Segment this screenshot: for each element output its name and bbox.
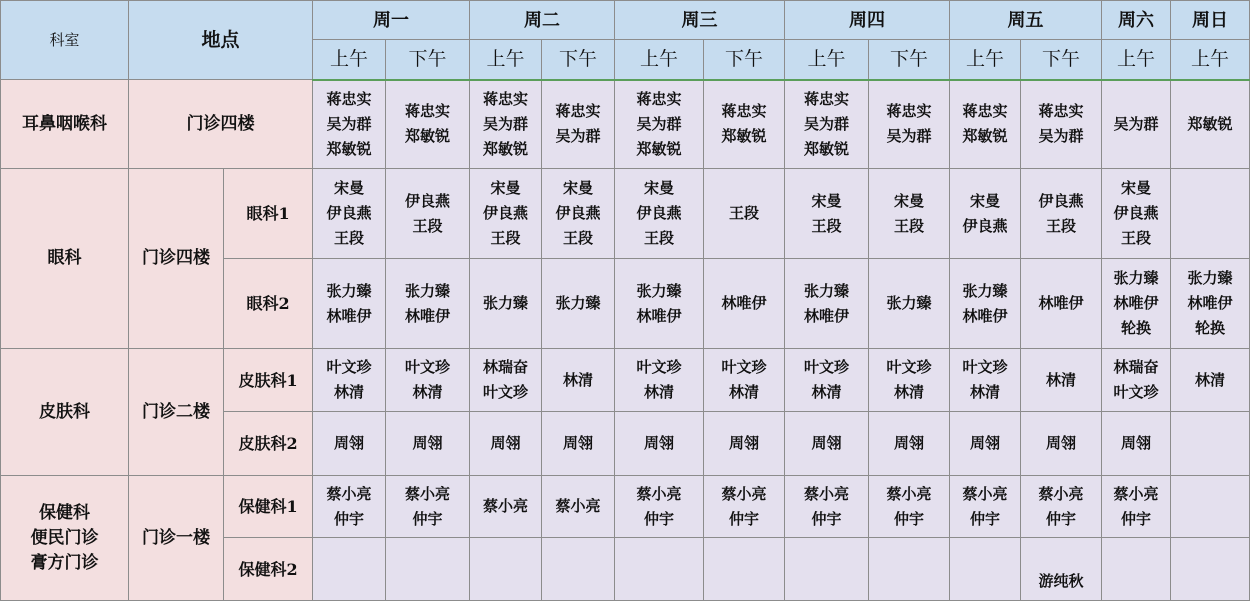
schedule-cell	[1021, 476, 1102, 538]
schedule-cell	[785, 169, 869, 259]
doctor-name: 叶文珍	[886, 358, 932, 376]
doctor-name: 张力臻	[483, 294, 529, 312]
row-health-1	[1, 476, 1250, 538]
schedule-cell	[1171, 259, 1250, 349]
schedule-cell	[313, 538, 386, 601]
doctor-name: 林清	[811, 383, 842, 401]
doctor-name: 伊良燕	[1113, 204, 1159, 222]
doctor-name: 王段	[563, 229, 594, 247]
doctor-name: 周翎	[644, 434, 675, 452]
schedule-cell	[704, 259, 785, 349]
location-health: 门诊一楼	[129, 476, 224, 601]
doctor-name: 伊良燕	[483, 204, 529, 222]
doctor-name: 张力臻	[804, 281, 850, 300]
doctor-name: 周翎	[894, 434, 925, 452]
day-header-sat: 周六	[1102, 1, 1171, 40]
doctor-name: 蔡小亮	[1113, 484, 1159, 503]
period-header-am: 上午	[1171, 40, 1250, 80]
schedule-cell	[470, 259, 542, 349]
schedule-cell	[704, 412, 785, 476]
schedule-cell	[869, 259, 950, 349]
schedule-cell	[869, 349, 950, 412]
doctor-name: 林清	[1046, 370, 1077, 389]
doctor-name: 蒋忠实	[483, 89, 529, 108]
doctor-name: 郑敏锐	[405, 127, 451, 146]
doctor-name: 周翎	[811, 434, 842, 452]
doctor-name: 宋曼	[563, 179, 594, 197]
schedule-cell	[386, 412, 470, 476]
schedule-cell	[542, 169, 615, 259]
doctor-name: 张力臻	[1187, 269, 1233, 287]
doctor-name: 林唯伊	[962, 306, 1008, 325]
schedule-cell	[869, 80, 950, 169]
schedule-cell	[542, 259, 615, 349]
schedule-cell	[785, 538, 869, 601]
doctor-name: 林唯伊	[721, 294, 767, 312]
doctor-name: 叶文珍	[1113, 383, 1159, 401]
schedule-cell	[313, 259, 386, 349]
schedule-cell	[542, 476, 615, 538]
doctor-name: 王段	[1121, 229, 1152, 247]
doctor-name: 蔡小亮	[804, 484, 850, 503]
doctor-name: 郑敏锐	[721, 127, 767, 146]
doctor-name: 宋曼	[1121, 179, 1152, 197]
doctor-name: 叶文珍	[721, 358, 767, 376]
doctor-name: 伊良燕	[636, 204, 682, 222]
doctor-name: 林清	[334, 383, 365, 401]
subdept-health-1: 保健科1	[224, 476, 313, 538]
schedule-cell	[470, 538, 542, 601]
schedule-cell	[950, 538, 1021, 601]
schedule-cell	[470, 349, 542, 412]
schedule-cell	[542, 538, 615, 601]
doctor-name: 蒋忠实	[1038, 102, 1084, 121]
doctor-name: 林清	[412, 383, 443, 401]
day-header-tue: 周二	[470, 1, 615, 40]
doctor-name: 蔡小亮	[721, 484, 767, 503]
period-header-pm: 下午	[542, 40, 615, 80]
day-header-mon: 周一	[313, 1, 470, 40]
schedule-cell	[704, 80, 785, 169]
schedule-cell	[313, 412, 386, 476]
schedule-cell	[785, 259, 869, 349]
schedule-cell	[950, 412, 1021, 476]
doctor-name: 郑敏锐	[804, 139, 850, 158]
schedule-cell	[950, 349, 1021, 412]
doctor-name: 周翎	[729, 434, 760, 452]
dept-health-line: 便民门诊	[30, 527, 99, 548]
doctor-name: 张力臻	[555, 294, 601, 312]
doctor-name: 蒋忠实	[636, 89, 682, 108]
location-ent: 门诊四楼	[129, 80, 313, 169]
doctor-name: 叶文珍	[804, 358, 850, 376]
doctor-name: 仲宇	[644, 509, 675, 528]
schedule-cell	[470, 169, 542, 259]
doctor-name: 王段	[412, 216, 443, 235]
schedule-cell	[1171, 412, 1250, 476]
row-derm-1	[1, 349, 1250, 412]
doctor-name: 张力臻	[326, 281, 372, 300]
doctor-name: 仲宇	[1121, 509, 1152, 528]
dept-derm: 皮肤科	[1, 349, 129, 476]
doctor-name: 仲宇	[729, 509, 760, 528]
schedule-cell	[1021, 538, 1102, 601]
doctor-name: 吴为群	[804, 114, 850, 133]
doctor-name: 郑敏锐	[483, 139, 529, 158]
row-ent	[1, 80, 1250, 169]
doctor-name: 宋曼	[490, 179, 521, 197]
doctor-name: 叶文珍	[483, 383, 529, 401]
doctor-name: 仲宇	[1046, 509, 1077, 528]
dept-health-line: 膏方门诊	[30, 552, 99, 573]
schedule-cell	[1021, 412, 1102, 476]
doctor-name: 伊良燕	[1038, 191, 1084, 210]
doctor-name: 叶文珍	[636, 358, 682, 376]
header-row-days	[1, 1, 1250, 40]
schedule-cell	[1021, 169, 1102, 259]
doctor-name: 仲宇	[811, 509, 842, 528]
doctor-name: 蒋忠实	[405, 102, 451, 121]
schedule-cell	[386, 476, 470, 538]
doctor-name: 林唯伊	[405, 306, 451, 325]
doctor-name: 周翎	[563, 434, 594, 452]
doctor-name: 蒋忠实	[962, 102, 1008, 121]
schedule-cell	[386, 80, 470, 169]
doctor-name: 吴为群	[886, 127, 932, 146]
doctor-name: 林清	[644, 383, 675, 401]
schedule-cell	[869, 476, 950, 538]
doctor-name: 林瑞奋	[1113, 358, 1159, 376]
schedule-cell	[1102, 259, 1171, 349]
schedule-cell	[950, 169, 1021, 259]
period-header-pm: 下午	[869, 40, 950, 80]
schedule-cell	[386, 349, 470, 412]
schedule-cell	[313, 80, 386, 169]
subdept-derm-2: 皮肤科2	[224, 412, 313, 476]
doctor-name: 蔡小亮	[962, 484, 1008, 503]
doctor-name: 宋曼	[334, 179, 365, 197]
doctor-name: 周翎	[1121, 434, 1152, 452]
dept-health-line: 保健科	[39, 502, 90, 523]
doctor-name: 游纯秋	[1038, 572, 1084, 590]
doctor-name: 蒋忠实	[721, 102, 767, 121]
doctor-name: 吴为群	[1038, 127, 1084, 146]
doctor-name: 王段	[644, 229, 675, 247]
schedule-cell	[869, 169, 950, 259]
doctor-name: 林唯伊	[1113, 294, 1159, 312]
schedule-cell	[1021, 349, 1102, 412]
doctor-name: 叶文珍	[962, 358, 1008, 376]
doctor-name: 王段	[334, 229, 365, 247]
schedule-cell	[785, 349, 869, 412]
schedule-cell	[1102, 169, 1171, 259]
schedule-cell	[1021, 259, 1102, 349]
schedule-cell	[1102, 476, 1171, 538]
schedule-cell	[386, 259, 470, 349]
doctor-name: 王段	[729, 204, 760, 222]
schedule-cell	[615, 538, 704, 601]
doctor-name: 周翎	[334, 434, 365, 452]
doctor-name: 林清	[563, 370, 594, 389]
doctor-name: 伊良燕	[555, 204, 601, 222]
doctor-name: 郑敏锐	[326, 139, 372, 158]
schedule-cell	[1171, 349, 1250, 412]
schedule-cell	[470, 80, 542, 169]
schedule-cell	[313, 476, 386, 538]
schedule-cell	[470, 412, 542, 476]
schedule-cell	[704, 169, 785, 259]
dept-column-header: 科室	[1, 1, 129, 80]
doctor-name: 张力臻	[1113, 269, 1159, 287]
schedule-cell	[1021, 80, 1102, 169]
doctor-name: 吴为群	[636, 114, 682, 133]
schedule-cell	[704, 349, 785, 412]
doctor-name: 王段	[894, 216, 925, 235]
doctor-name: 张力臻	[886, 294, 932, 312]
location-column-header: 地点	[129, 1, 313, 80]
schedule-cell	[869, 412, 950, 476]
schedule-cell	[313, 169, 386, 259]
schedule-cell	[950, 259, 1021, 349]
schedule-cell	[615, 259, 704, 349]
doctor-name: 王段	[811, 216, 842, 235]
schedule-cell	[542, 80, 615, 169]
doctor-name: 宋曼	[894, 191, 925, 210]
doctor-name: 周翎	[412, 434, 443, 452]
doctor-name: 叶文珍	[326, 358, 372, 376]
schedule-cell	[386, 169, 470, 259]
subdept-eye-2: 眼科2	[224, 259, 313, 349]
doctor-name: 蔡小亮	[326, 484, 372, 503]
schedule-cell	[1102, 412, 1171, 476]
location-eye: 门诊四楼	[129, 169, 224, 349]
doctor-name: 仲宇	[970, 509, 1001, 528]
schedule-cell	[615, 169, 704, 259]
schedule-cell	[542, 412, 615, 476]
schedule-cell	[704, 476, 785, 538]
doctor-name: 王段	[1046, 216, 1077, 235]
schedule-cell	[470, 476, 542, 538]
doctor-name: 伊良燕	[405, 191, 451, 210]
schedule-cell	[785, 476, 869, 538]
period-header-pm: 下午	[386, 40, 470, 80]
doctor-name: 周翎	[1046, 434, 1077, 452]
doctor-name: 林清	[729, 383, 760, 401]
location-derm: 门诊二楼	[129, 349, 224, 476]
doctor-name: 轮换	[1195, 319, 1226, 337]
doctor-name: 林清	[894, 383, 925, 401]
doctor-name: 郑敏锐	[1187, 114, 1233, 133]
doctor-name: 林唯伊	[804, 306, 850, 325]
subdept-derm-1: 皮肤科1	[224, 349, 313, 412]
period-header-am: 上午	[615, 40, 704, 80]
doctor-name: 蔡小亮	[886, 484, 932, 503]
doctor-name: 林唯伊	[1038, 294, 1084, 312]
doctor-name: 蒋忠实	[886, 102, 932, 121]
schedule-cell	[1171, 169, 1250, 259]
day-header-wed: 周三	[615, 1, 785, 40]
schedule-cell	[1102, 80, 1171, 169]
doctor-name: 宋曼	[811, 191, 842, 210]
doctor-name: 蔡小亮	[483, 497, 529, 515]
doctor-name: 郑敏锐	[636, 139, 682, 158]
doctor-name: 周翎	[490, 434, 521, 452]
dept-ent: 耳鼻咽喉科	[1, 80, 129, 169]
doctor-name: 郑敏锐	[962, 127, 1008, 146]
period-header-am: 上午	[313, 40, 386, 80]
doctor-name: 蔡小亮	[1038, 484, 1084, 503]
period-header-am: 上午	[470, 40, 542, 80]
doctor-name: 蔡小亮	[555, 497, 601, 515]
schedule-cell	[313, 349, 386, 412]
day-header-thu: 周四	[785, 1, 950, 40]
doctor-name: 林清	[1195, 370, 1226, 389]
schedule-cell	[950, 476, 1021, 538]
doctor-name: 叶文珍	[405, 358, 451, 376]
schedule-cell	[869, 538, 950, 601]
dept-eye: 眼科	[1, 169, 129, 349]
doctor-name: 张力臻	[636, 281, 682, 300]
subdept-eye-1: 眼科1	[224, 169, 313, 259]
doctor-name: 伊良燕	[962, 216, 1008, 235]
period-header-pm: 下午	[704, 40, 785, 80]
doctor-name: 周翎	[970, 434, 1001, 452]
schedule-cell	[785, 412, 869, 476]
doctor-name: 仲宇	[412, 509, 443, 528]
doctor-name: 林唯伊	[326, 306, 372, 325]
schedule-cell	[1171, 80, 1250, 169]
schedule-cell	[615, 349, 704, 412]
schedule-cell	[950, 80, 1021, 169]
doctor-name: 林唯伊	[1187, 294, 1233, 312]
day-header-sun: 周日	[1171, 1, 1250, 40]
dept-health	[1, 476, 129, 601]
doctor-name: 轮换	[1121, 319, 1152, 337]
schedule-cell	[542, 349, 615, 412]
schedule-cell	[1171, 538, 1250, 601]
period-header-pm: 下午	[1021, 40, 1102, 80]
doctor-name: 吴为群	[483, 114, 529, 133]
doctor-name: 宋曼	[644, 179, 675, 197]
doctor-name: 王段	[490, 229, 521, 247]
period-header-am: 上午	[785, 40, 869, 80]
schedule-cell	[1102, 538, 1171, 601]
schedule-cell	[615, 476, 704, 538]
doctor-name: 蒋忠实	[555, 102, 601, 121]
doctor-name: 吴为群	[326, 114, 372, 133]
schedule-cell	[1171, 476, 1250, 538]
subdept-health-2: 保健科2	[224, 538, 313, 601]
doctor-name: 林瑞奋	[483, 358, 529, 376]
doctor-name: 吴为群	[1113, 114, 1159, 133]
doctor-name: 蒋忠实	[804, 89, 850, 108]
schedule-cell	[386, 538, 470, 601]
schedule-cell	[785, 80, 869, 169]
schedule-cell	[1102, 349, 1171, 412]
doctor-name: 蒋忠实	[326, 89, 372, 108]
doctor-name: 宋曼	[970, 191, 1001, 210]
doctor-name: 林唯伊	[636, 306, 682, 325]
doctor-name: 蔡小亮	[636, 484, 682, 503]
schedule-cell	[615, 80, 704, 169]
day-header-fri: 周五	[950, 1, 1102, 40]
doctor-name: 张力臻	[405, 281, 451, 300]
schedule-cell	[615, 412, 704, 476]
period-header-am: 上午	[1102, 40, 1171, 80]
schedule-cell	[704, 538, 785, 601]
doctor-name: 蔡小亮	[405, 484, 451, 503]
row-eye-1	[1, 169, 1250, 259]
doctor-name: 林清	[970, 383, 1001, 401]
doctor-name: 吴为群	[555, 127, 601, 146]
doctor-name: 仲宇	[334, 509, 365, 528]
doctor-name: 伊良燕	[326, 204, 372, 222]
doctor-name: 张力臻	[962, 281, 1008, 300]
period-header-am: 上午	[950, 40, 1021, 80]
doctor-name: 仲宇	[894, 509, 925, 528]
